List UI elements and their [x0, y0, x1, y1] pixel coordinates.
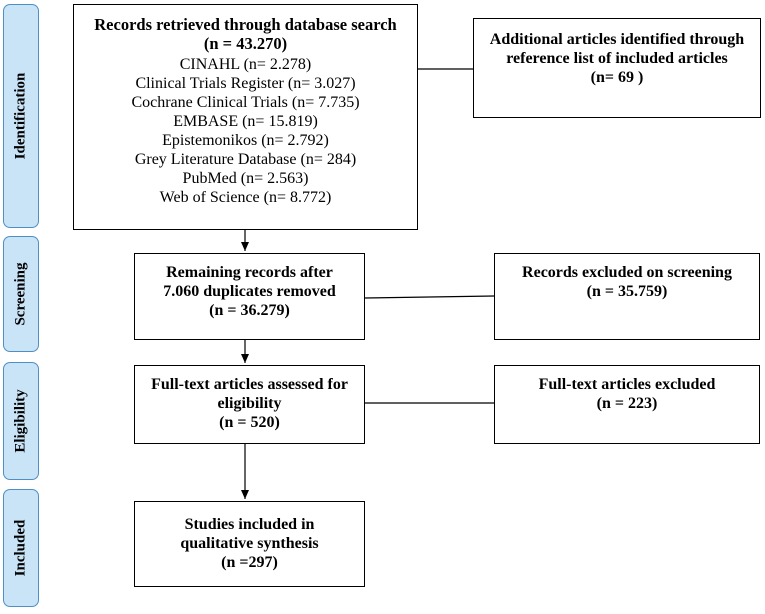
stage-screening-label: Screening	[12, 262, 29, 326]
fulltext-assessed-box	[134, 365, 365, 444]
remaining-records-box	[134, 253, 365, 340]
additional-line: Additional articles identified through	[489, 31, 745, 48]
fulltext-count: (n = 520)	[219, 414, 280, 431]
connector-remaining-excluded	[365, 296, 494, 298]
stage-identification	[3, 4, 39, 228]
source-item: Epistemonikos (n= 2.792)	[162, 132, 329, 149]
remaining-line: Remaining records after	[166, 264, 333, 281]
fulltext-line: Full-text articles assessed for	[151, 376, 348, 393]
included-line: Studies included in	[184, 516, 315, 533]
records-title: Records retrieved through database search	[94, 15, 397, 34]
records-total: (n = 43.270)	[203, 34, 288, 53]
fulltext-excluded-title: Full-text articles excluded	[538, 376, 716, 393]
source-item: PubMed (n= 2.563)	[182, 170, 309, 187]
stage-eligibility-label: Eligibility	[12, 389, 29, 453]
source-item: Clinical Trials Register (n= 3.027)	[135, 75, 356, 92]
records-retrieved-box	[73, 4, 418, 230]
fulltext-excluded-count: (n = 223)	[596, 395, 658, 412]
source-item: Cochrane Clinical Trials (n= 7.735)	[131, 94, 360, 111]
excluded-screening-count: (n = 35.759)	[586, 283, 668, 300]
additional-count: (n= 69 )	[590, 69, 644, 86]
excluded-screening-title: Records excluded on screening	[522, 264, 732, 281]
additional-articles-box	[473, 18, 761, 118]
stage-identification-label: Identification	[12, 72, 29, 160]
remaining-line: 7.060 duplicates removed	[163, 283, 336, 300]
additional-line: reference list of included articles	[506, 50, 728, 67]
fulltext-excluded-box	[494, 365, 760, 444]
included-count: (n =297)	[221, 554, 278, 571]
included-line: qualitative synthesis	[180, 535, 319, 552]
fulltext-line: eligibility	[217, 395, 282, 412]
source-item: CINAHL (n= 2.278)	[179, 56, 312, 73]
stage-included	[3, 489, 39, 607]
stage-included-label: Included	[12, 519, 29, 577]
source-item: Grey Literature Database (n= 284)	[134, 151, 357, 168]
stage-eligibility	[3, 362, 39, 480]
studies-included-box	[134, 501, 365, 587]
remaining-count: (n = 36.279)	[209, 302, 290, 319]
records-excluded-screening-box	[494, 253, 760, 340]
stage-screening	[3, 236, 39, 352]
source-item: EMBASE (n= 15.819)	[173, 113, 318, 130]
source-item: Web of Science (n= 8.772)	[159, 189, 332, 206]
